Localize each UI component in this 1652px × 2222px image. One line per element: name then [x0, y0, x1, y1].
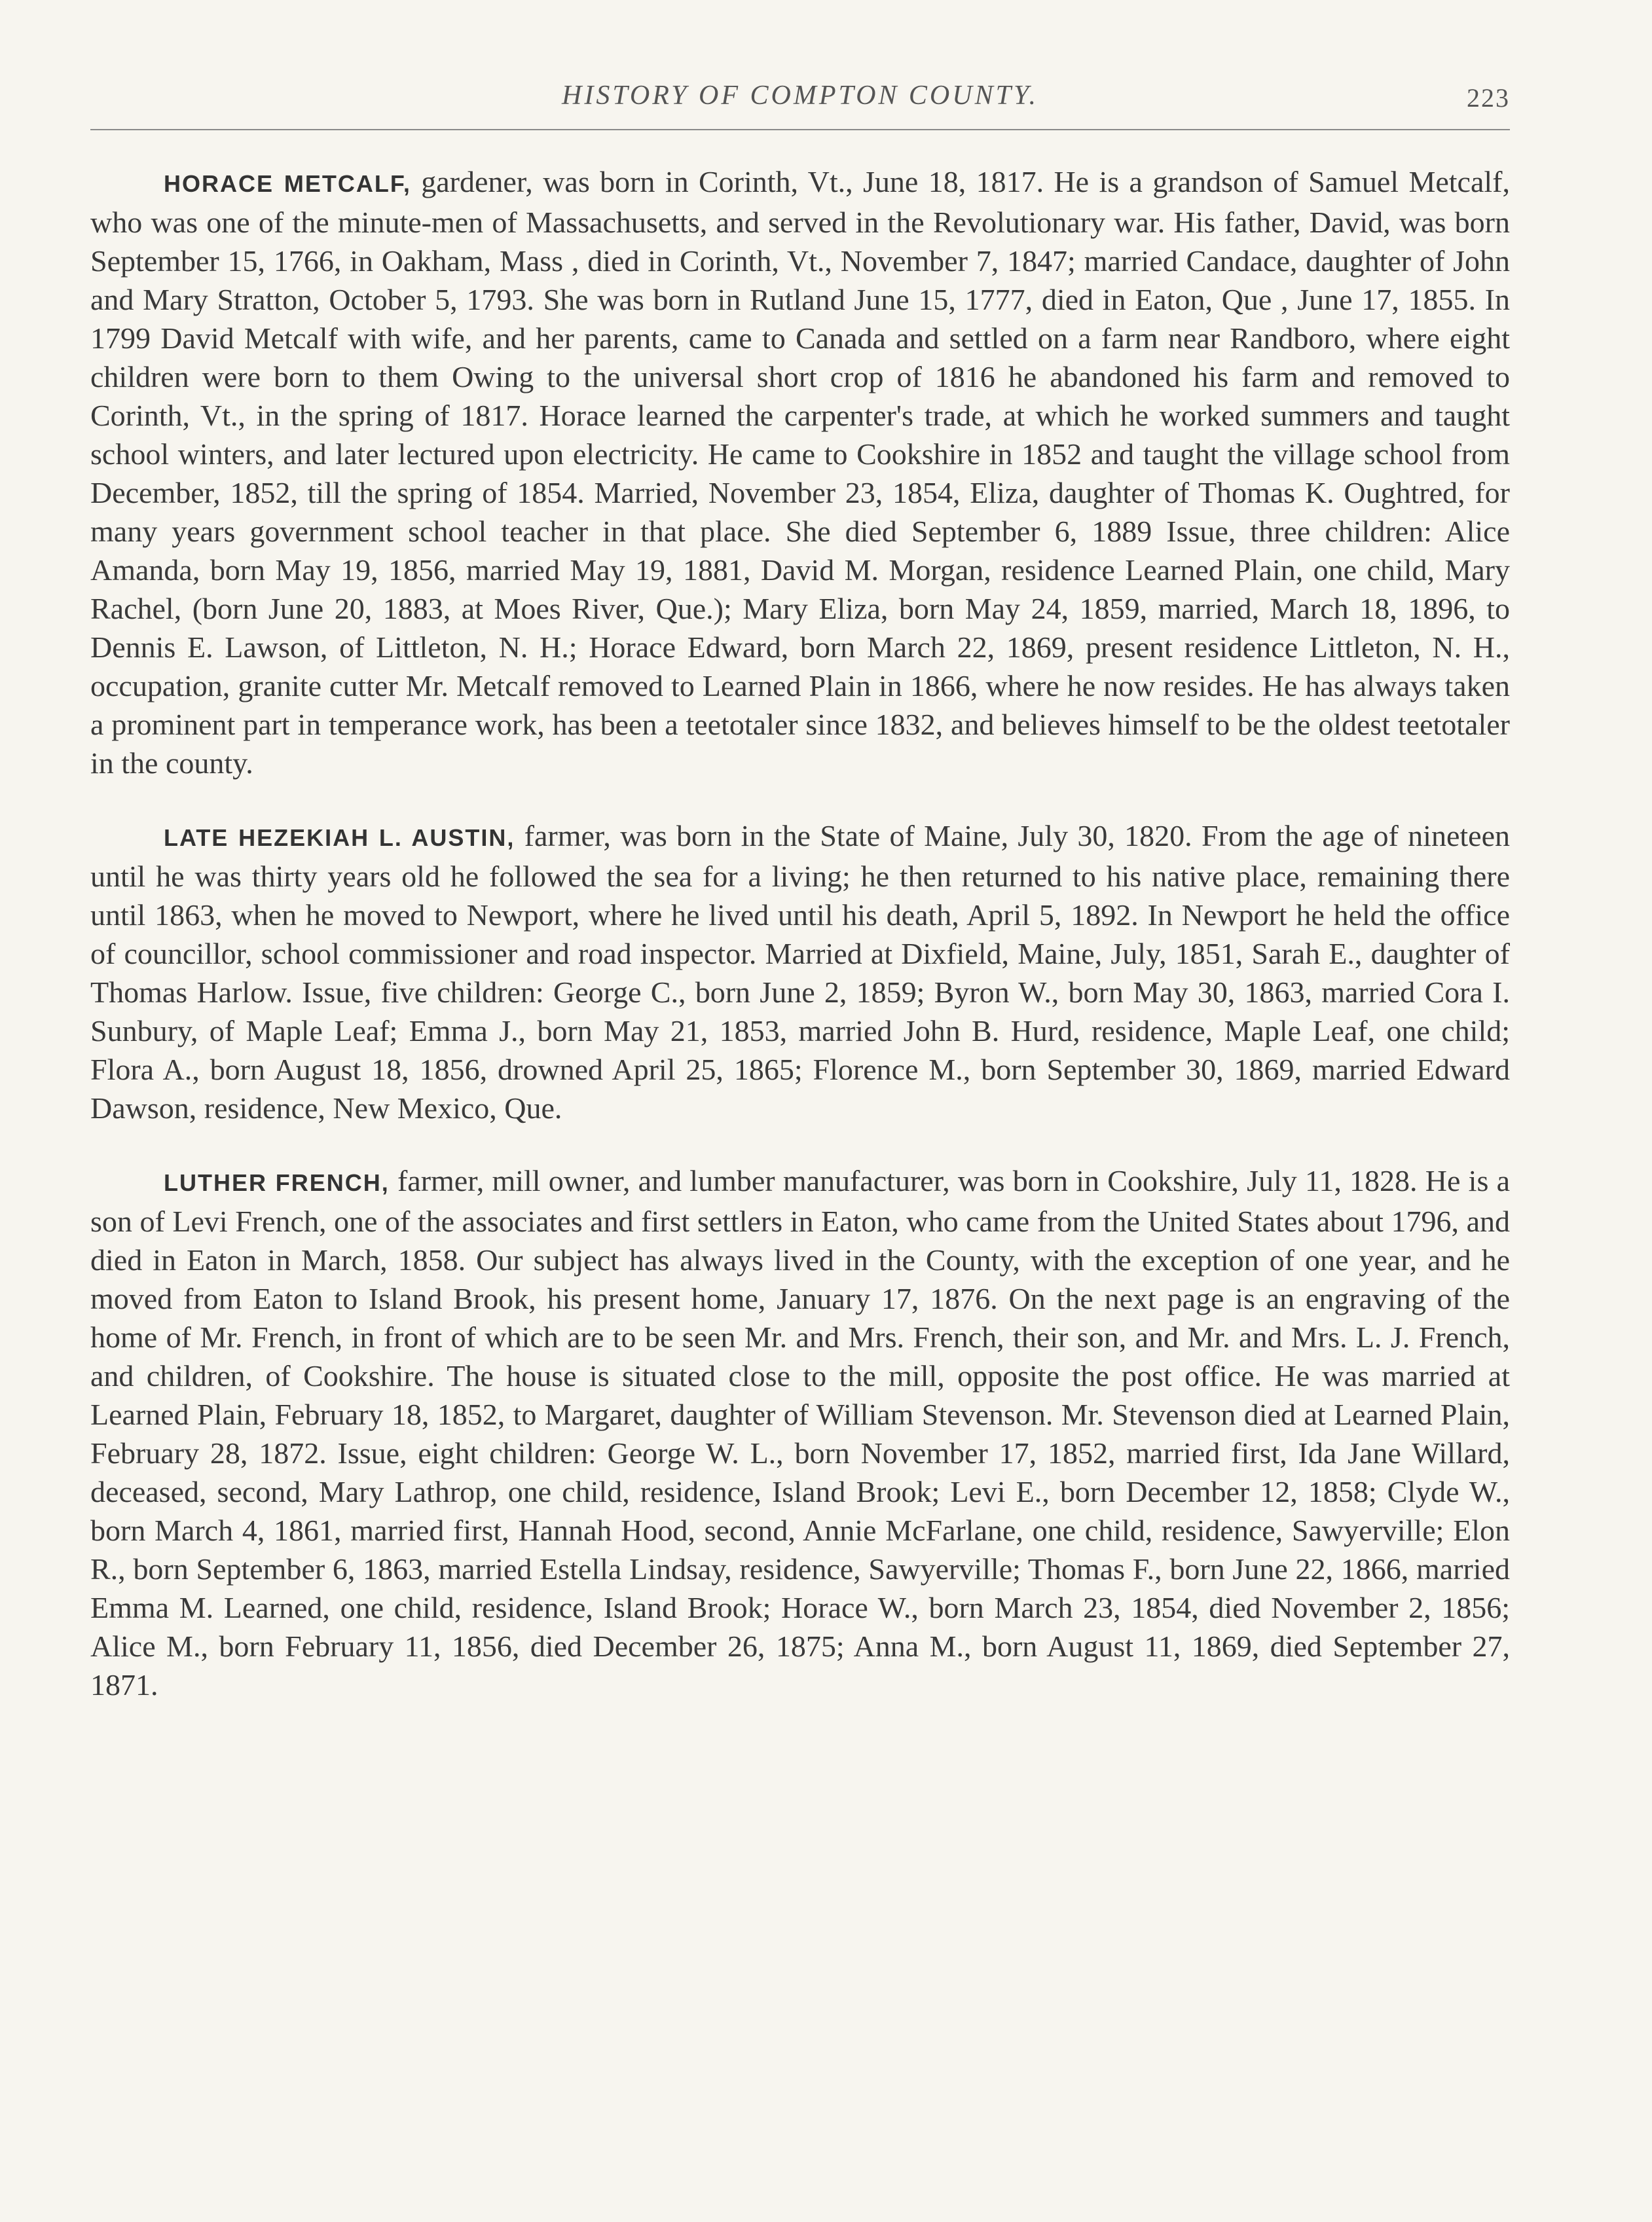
entry-text: gardener, was born in Corinth, Vt., June 18, 1817. He is a grandson of Samuel Metcalf, who was one of the minute-men of Massachusetts, and served in the Revolutionary war. His father, David, was born September 15, 1766, in Oakham, Mass , died in Corinth, Vt., November 7, 1847; married Candace, daughter of John and Mary Stratton, October 5, 1793. She was born in Rutland June 15, 1777, died in Eaton, Que , June 17, 1855. In 1799 David Metcalf with wife, and her parents, came to Canada and settled on a farm near Randboro, where eight children were born to them Owing to the universal short crop of 1816 he abandoned his farm and removed to Corinth, Vt., in the spring of 1817. Horace learned the carpenter's trade, at which he worked summers and taught school winters, and later lectured upon electricity. He came to Cookshire in 1852 and taught the village school from December, 1852, till the spring of 1854. Married, November 23, 1854, Eliza, daughter of Thomas K. Oughtred, for many years government school teacher in that place. She died September 6, 1889 Issue, three children: Alice Amanda, born May 19, 1856, married May 19, 1881, David M. Morgan, residence Learned Plain, one child, Mary Rachel, (born June 20, 1883, at Moes River, Que.); Mary Eliza, born May 24, 1859, married, March 18, 1896, to Dennis E. Lawson, of Littleton, N. H.; Horace Edward, born March 22, 1869, present residence Littleton, N. H., occupation, granite cutter Mr. Metcalf removed to Learned Plain in 1866, where he now resides. He has always taken a prominent part in temperance work, has been a teetotaler since 1832, and believes himself to be the oldest teetotaler in the county.: [90, 165, 1510, 780]
entry-text: farmer, was born in the State of Maine, July 30, 1820. From the age of nineteen until he was thirty years old he followed the sea for a living; he then returned to his native place, remaining there until 1863, when he moved to Newport, where he lived until his death, April 5, 1892. In Newport he held the office of councillor, school commissioner and road inspector. Married at Dixfield, Maine, July, 1851, Sarah E., daughter of Thomas Harlow. Issue, five children: George C., born June 2, 1859; Byron W., born May 30, 1863, married Cora I. Sunbury, of Maple Leaf; Emma J., born May 21, 1853, married John B. Hurd, residence, Maple Leaf, one child; Flora A., born August 18, 1856, drowned April 25, 1865; Florence M., born September 30, 1869, married Edward Dawson, residence, New Mexico, Que.: [90, 819, 1510, 1125]
biography-entry: [90, 816, 1510, 1127]
body-text: [90, 162, 1510, 1704]
entry-name: HORACE METCALF,: [164, 170, 411, 197]
entry-text: farmer, mill owner, and lumber manufacturer, was born in Cookshire, July 11, 1828. He is a son of Levi French, one of the associates and first settlers in Eaton, who came from the United States about 1796, and died in Eaton in March, 1858. Our subject has always lived in the County, with the exception of one year, and he moved from Eaton to Island Brook, his present home, January 17, 1876. On the next page is an engraving of the home of Mr. French, in front of which are to be seen Mr. and Mrs. French, their son, and Mr. and Mrs. L. J. French, and children, of Cookshire. The house is situated close to the mill, opposite the post office. He was married at Learned Plain, February 18, 1852, to Margaret, daughter of William Stevenson. Mr. Stevenson died at Learned Plain, February 28, 1872. Issue, eight children: George W. L., born November 17, 1852, married first, Ida Jane Willard, deceased, second, Mary Lathrop, one child, residence, Island Brook; Levi E., born December 12, 1858; Clyde W., born March 4, 1861, married first, Hannah Hood, second, Annie McFarlane, one child, residence, Sawyerville; Elon R., born September 6, 1863, married Estella Lindsay, residence, Sawyerville; Thomas F., born June 22, 1866, married Emma M. Learned, one child, residence, Island Brook; Horace W., born March 23, 1854, died November 2, 1856; Alice M., born February 11, 1856, died December 26, 1875; Anna M., born August 11, 1869, died September 27, 1871.: [90, 1164, 1511, 1702]
entry-name: LUTHER FRENCH,: [164, 1169, 390, 1196]
biography-entry: [90, 162, 1510, 782]
header-rule: [90, 129, 1510, 130]
page-number: 223: [1467, 83, 1510, 113]
running-title: HISTORY OF COMPTON COUNTY.: [562, 81, 1038, 111]
running-head: [90, 73, 1510, 126]
entry-name: LATE HEZEKIAH L. AUSTIN,: [164, 824, 515, 851]
biography-entry: [90, 1161, 1510, 1704]
